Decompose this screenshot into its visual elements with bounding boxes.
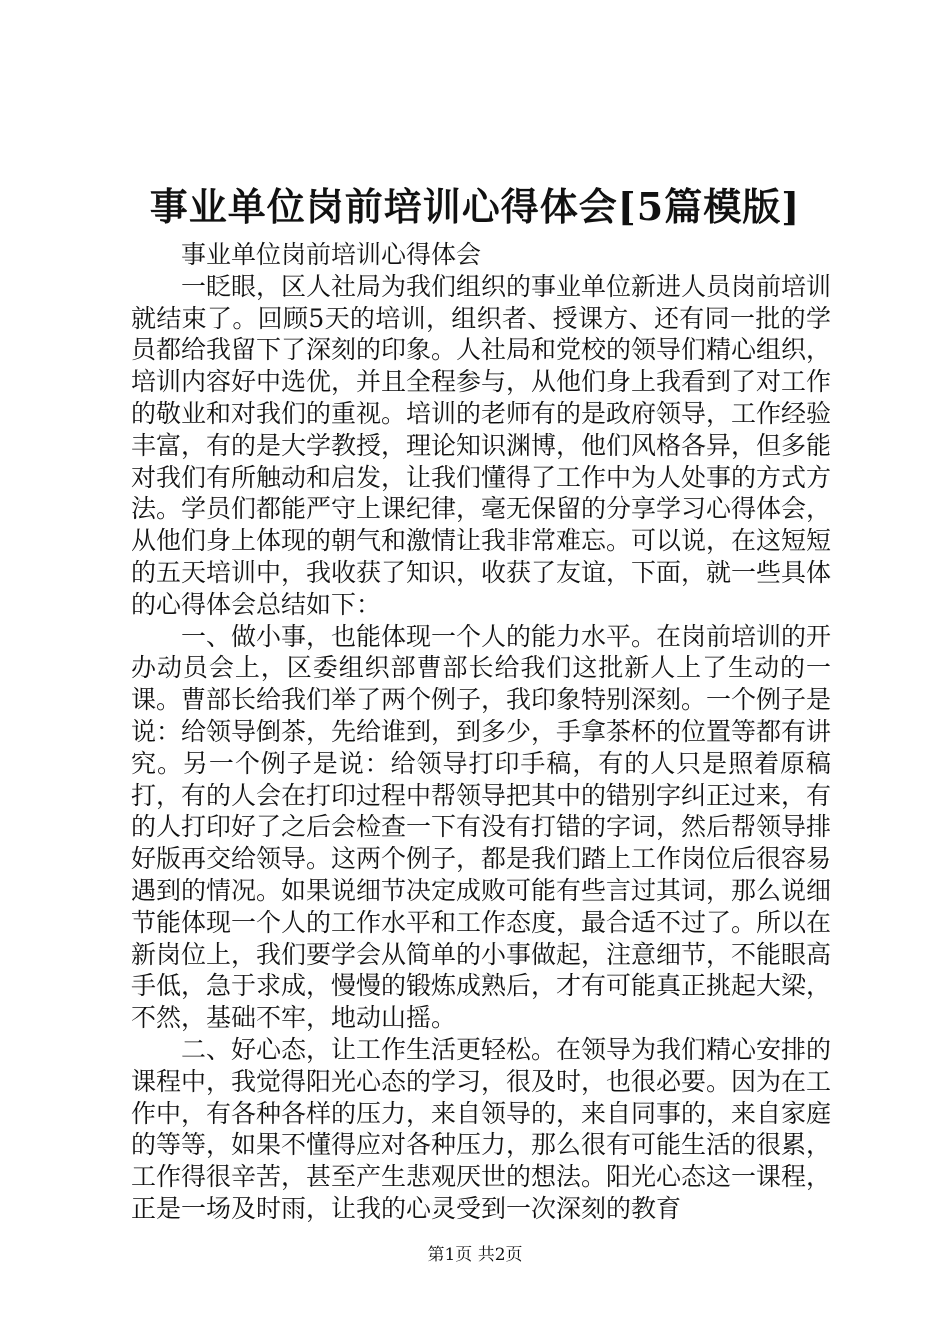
paragraph-point-two: 二、好心态，让工作生活更轻松。在领导为我们精心安排的课程中，我觉得阳光心态的学习，很及时，也很必要。因为在工作中，有各种各样的压力，来自领导的，来自同事的，来自家庭的等等，如果不懂得应对各种压力，那么很有可能生活的很累，工作得很辛苦，甚至产生悲观厌世的想法。阳光心态这一课程，正是一场及时雨，让我的心灵受到一次深刻的教育 [131,1034,832,1223]
paragraph-point-one: 一、做小事，也能体现一个人的能力水平。在岗前培训的开办动员会上，区委组织部曹部长给我们这批新人上了生动的一课。曹部长给我们举了两个例子，我印象特别深刻。一个例子是说：给领导倒茶，先给谁到，到多少，手拿茶杯的位置等都有讲究。另一个例子是说：给领导打印手稿，有的人只是照着原稿打，有的人会在打印过程中帮领导把其中的错别字纠正过来，有的人打印好了之后会检查一下有没有打错的字词，然后帮领导排好版再交给领导。这两个例子，都是我们踏上工作岗位后很容易遇到的情况。如果说细节决定成败可能有些言过其词，那么说细节能体现一个人的工作水平和工作态度，最合适不过了。所以在新岗位上，我们要学会从简单的小事做起，注意细节，不能眼高手低，急于求成，慢慢的锻炼成熟后，才有可能真正挑起大梁，不然，基础不牢，地动山摇。 [131,621,832,1033]
page-number-footer: 第1页 共2页 [427,1245,523,1265]
document-title: 事业单位岗前培训心得体会[5篇模版] [149,184,801,229]
paragraph-intro: 一眨眼，区人社局为我们组织的事业单位新进人员岗前培训就结束了。回顾5天的培训，组织者、授课方、还有同一批的学员都给我留下了深刻的印象。人社局和党校的领导们精心组织，培训内容好中选优，并且全程参与，从他们身上我看到了对工作的敬业和对我们的重视。培训的老师有的是政府领导，工作经验丰富，有的是大学教授，理论知识渊博，他们风格各异，但多能对我们有所触动和启发，让我们懂得了工作中为人处事的方式方法。学员们都能严守上课纪律，毫无保留的分享学习心得体会，从他们身上体现的朝气和激情让我非常难忘。可以说，在这短短的五天培训中，我收获了知识，收获了友谊，下面，就一些具体的心得体会总结如下： [131,271,832,619]
paragraph-subtitle: 事业单位岗前培训心得体会 [181,240,482,269]
document-body [131,239,831,1225]
